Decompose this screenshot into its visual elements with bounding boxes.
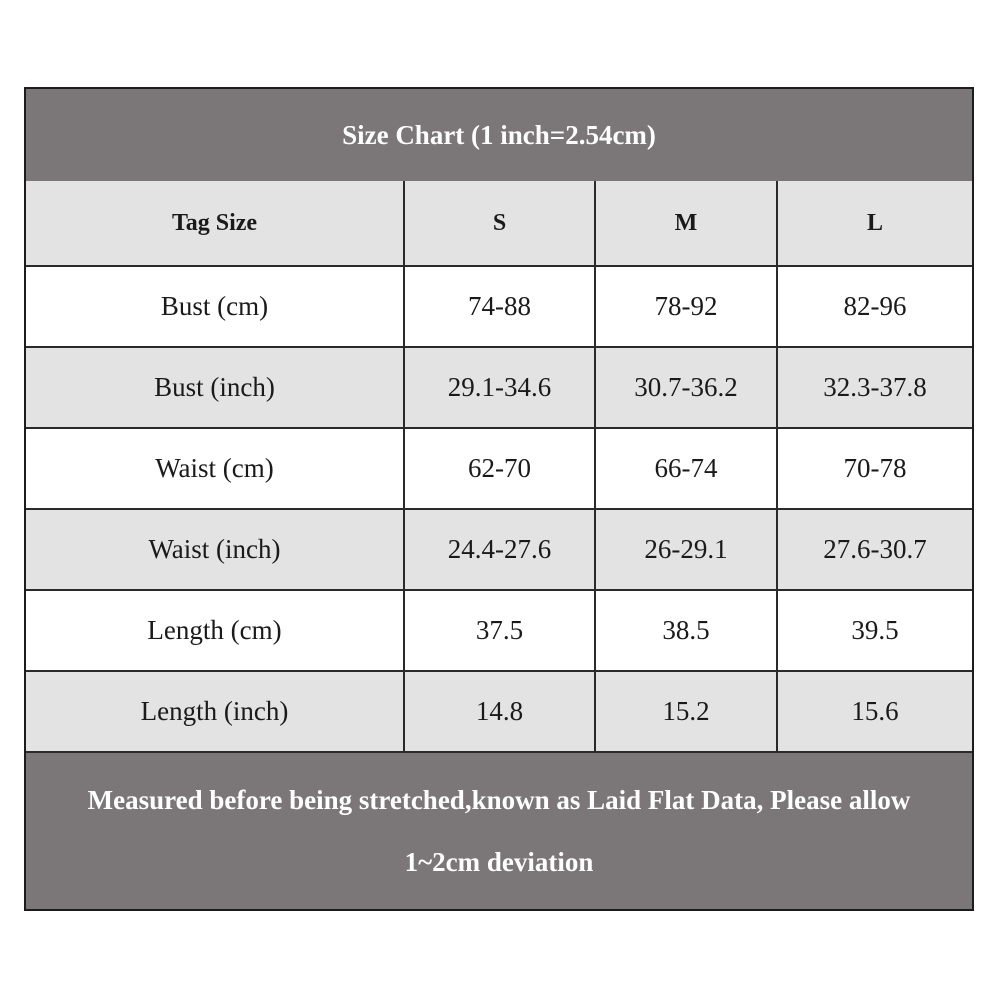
header-row — [26, 181, 972, 266]
table-row — [26, 671, 972, 752]
chart-title: Size Chart (1 inch=2.54cm) — [26, 89, 972, 181]
table-cell: 66-74 — [595, 428, 777, 509]
table-row — [26, 509, 972, 590]
header-size-l: L — [777, 181, 972, 266]
table-cell: 37.5 — [404, 590, 595, 671]
row-label: Waist (cm) — [26, 428, 404, 509]
row-label: Length (cm) — [26, 590, 404, 671]
table-row — [26, 428, 972, 509]
row-label: Bust (cm) — [26, 266, 404, 347]
table-cell: 26-29.1 — [595, 509, 777, 590]
table-cell: 32.3-37.8 — [777, 347, 972, 428]
row-label: Length (inch) — [26, 671, 404, 752]
row-label: Bust (inch) — [26, 347, 404, 428]
table-cell: 15.2 — [595, 671, 777, 752]
table-row — [26, 266, 972, 347]
note-line-2: 1~2cm deviation — [404, 847, 594, 877]
table-row — [26, 347, 972, 428]
table-cell: 74-88 — [404, 266, 595, 347]
table-cell: 38.5 — [595, 590, 777, 671]
size-table — [26, 181, 972, 753]
table-row — [26, 590, 972, 671]
table-cell: 27.6-30.7 — [777, 509, 972, 590]
table-cell: 70-78 — [777, 428, 972, 509]
table-cell: 14.8 — [404, 671, 595, 752]
measurement-note — [26, 753, 972, 909]
header-size-m: M — [595, 181, 777, 266]
table-cell: 24.4-27.6 — [404, 509, 595, 590]
table-cell: 39.5 — [777, 590, 972, 671]
table-cell: 29.1-34.6 — [404, 347, 595, 428]
note-line-1: Measured before being stretched,known as Laid Flat Data, Please allow — [87, 785, 911, 815]
row-label: Waist (inch) — [26, 509, 404, 590]
table-cell: 30.7-36.2 — [595, 347, 777, 428]
header-tag-size: Tag Size — [26, 181, 404, 266]
header-size-s: S — [404, 181, 595, 266]
table-cell: 62-70 — [404, 428, 595, 509]
table-cell: 82-96 — [777, 266, 972, 347]
table-cell: 15.6 — [777, 671, 972, 752]
size-chart — [24, 87, 974, 911]
table-cell: 78-92 — [595, 266, 777, 347]
